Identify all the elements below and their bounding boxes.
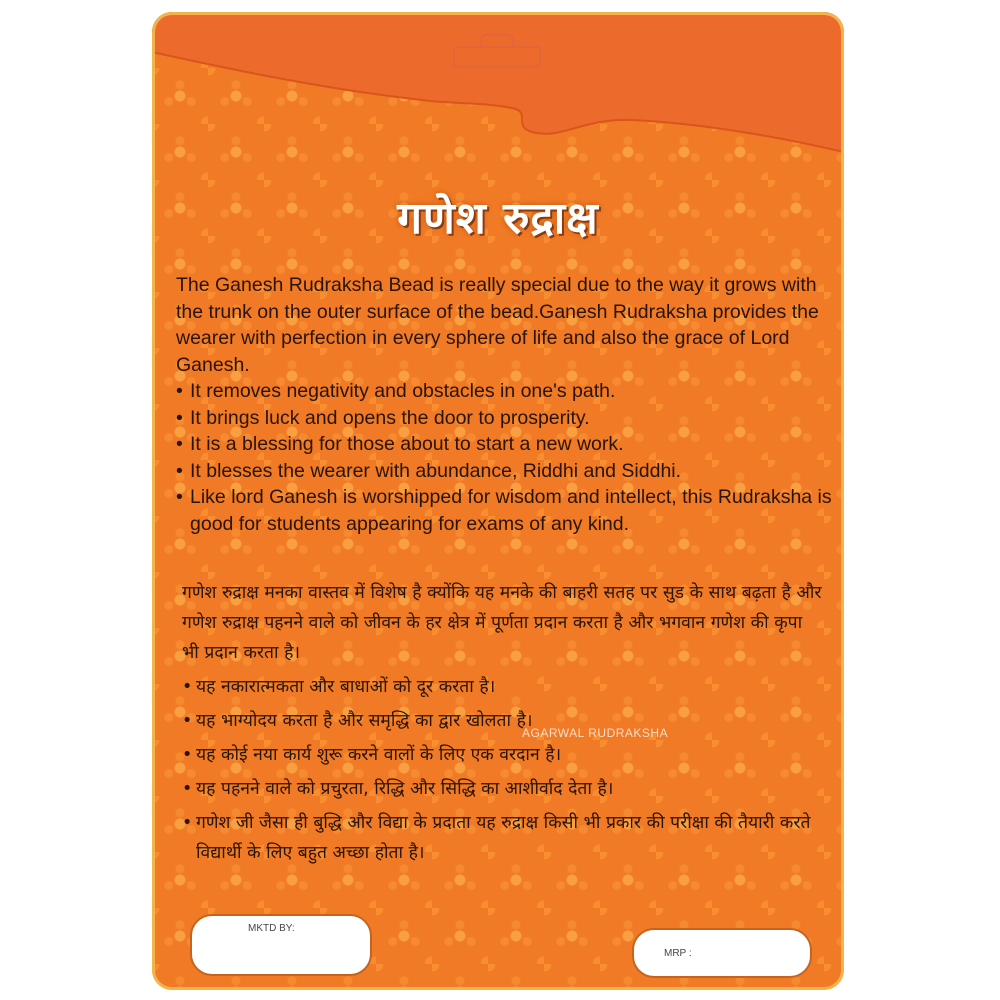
product-card bbox=[152, 12, 844, 990]
list-item bbox=[176, 458, 836, 485]
list-item bbox=[176, 484, 836, 537]
bullet-icon: • bbox=[176, 459, 183, 482]
list-item-text: यह भाग्योदय करता है और समृद्धि का द्वार खोलता है। bbox=[196, 711, 533, 731]
list-item-text: गणेश जी जैसा ही बुद्धि और विद्या के प्रदाता यह रुद्राक्ष किसी भी प्रकार की परीक्षा की तैयारी करते विद्यार्थी के लिए बहुत अच्छा होता है। bbox=[196, 813, 811, 863]
hindi-benefits-list bbox=[182, 672, 822, 868]
hindi-intro: गणेश रुद्राक्ष मनका वास्तव में विशेष है क्योंकि यह मनके की बाहरी सतह पर सुड के साथ बढ़ता है और गणेश रुद्राक्ष पहनने वाले को जीवन के हर क्षेत्र में पूर्णता प्रदान करता है और भगवान गणेश की कृपा भी प्रदान करता है। bbox=[182, 583, 822, 663]
list-item-text: It removes negativity and obstacles in one's path. bbox=[190, 380, 616, 402]
list-item-text: यह कोई नया कार्य शुरू करने वालों के लिए एक वरदान है। bbox=[196, 745, 562, 765]
page-title: गणेश रुद्राक्ष bbox=[397, 193, 599, 244]
hindi-description bbox=[182, 578, 822, 868]
list-item bbox=[182, 740, 822, 770]
list-item bbox=[182, 774, 822, 804]
bullet-icon: • bbox=[182, 813, 193, 833]
list-item bbox=[176, 378, 836, 405]
bullet-icon: • bbox=[182, 677, 193, 697]
english-benefits-list bbox=[176, 378, 836, 537]
bullet-icon: • bbox=[182, 779, 193, 799]
english-description bbox=[176, 272, 836, 537]
mrp-label: MRP : bbox=[664, 948, 692, 959]
list-item-text: यह नकारात्मकता और बाधाओं को दूर करता है। bbox=[196, 677, 496, 697]
list-item bbox=[176, 431, 836, 458]
marketed-by-label: MKTD BY: bbox=[248, 923, 295, 934]
list-item-text: It blesses the wearer with abundance, Riddhi and Siddhi. bbox=[190, 459, 682, 482]
english-intro: The Ganesh Rudraksha Bead is really special due to the way it grows with the trunk on the outer surface of the bead.Ganesh Rudraksha provides the wearer with perfection in every sphere of life and also the grace of Lord Ganesh. bbox=[176, 274, 819, 376]
list-item-text: Like lord Ganesh is worshipped for wisdom and intellect, this Rudraksha is good for students appearing for exams of any kind. bbox=[190, 486, 832, 535]
list-item bbox=[182, 672, 822, 702]
bullet-icon: • bbox=[182, 711, 193, 731]
hanger-slot bbox=[453, 46, 541, 68]
marketed-by-box bbox=[190, 914, 372, 976]
bullet-icon: • bbox=[182, 745, 193, 765]
list-item bbox=[182, 808, 822, 868]
list-item bbox=[176, 405, 836, 432]
mrp-box bbox=[632, 928, 812, 978]
list-item-text: It is a blessing for those about to start a new work. bbox=[190, 433, 624, 455]
watermark: AGARWAL RUDRAKSHA bbox=[522, 726, 669, 740]
list-item-text: यह पहनने वाले को प्रचुरता, रिद्धि और सिद्धि का आशीर्वाद देता है। bbox=[196, 779, 614, 799]
list-item bbox=[182, 706, 822, 736]
bullet-icon: • bbox=[176, 406, 183, 429]
bullet-icon: • bbox=[176, 380, 183, 402]
list-item-text: It brings luck and opens the door to prosperity. bbox=[190, 406, 590, 429]
bullet-icon: • bbox=[176, 433, 183, 455]
bullet-icon: • bbox=[176, 486, 183, 508]
